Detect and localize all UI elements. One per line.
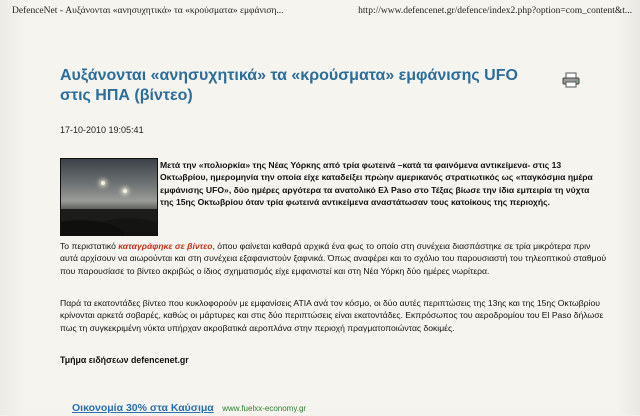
- article-lead: Μετά την «πολιορκία» της Νέας Υόρκης από τρία φωτεινά –κατά τα φαινόμενα αντικείμενα- στις 13 Οκτωβρίου, ημερομηνία την οποία είχε καταδείξει πρώην αμερικανός στρατιωτικός ως «παγκόσμια ημέρα εμφάνισης UFO», δύο ημέρες αργότερα τα ανατολικό Ελ Paso στο Τέξας βίωσε την ίδια εμπειρία τη νύχτα της 15ης Οκτωβρίου όταν τρία φωτεινά αντικείμενα αναστάτωσαν τους κατοίκους της περιοχής.: [160, 160, 593, 208]
- ad-url[interactable]: www.fuelxx-economy.gr: [222, 404, 307, 413]
- print-header-title: DefenceNet - Αυξάνονται «ανησυχητικά» τα «κρούσματα» εμφάνιση...: [12, 6, 284, 16]
- ufo-video-thumbnail: [60, 158, 158, 236]
- article-date: 17-10-2010 19:05:41: [60, 125, 144, 135]
- tree-silhouette: [61, 209, 157, 235]
- printer-icon[interactable]: [562, 72, 580, 88]
- article-signoff: Τμήμα ειδήσεων defencenet.gr: [60, 355, 189, 365]
- paragraph-2: Παρά τα εκατοντάδες βίντεο που κυκλοφορούν με εμφανίσεις ΑΤΙΑ ανά τον κόσμο, οι δύο αυτές περιπτώσεις της 13ης και της 15ης Οκτωβρίου κρίνονται αρκετά σοβαρές, καθώς οι μάρτυρες και στις δύο περιπτώσεις είναι εκατοντάδες. Εκπρόσωπος του αεροδρομίου του El Paso δήλωσε πως τη συγκεκριμένη νύκτα υπήρχαν ακροβατικά αεροπλάνα στην περιοχή πραγματοποιώντας δοκιμές.: [60, 298, 604, 333]
- light-dot: [101, 181, 105, 185]
- ad-title-link[interactable]: Οικονομία 30% στα Καύσιμα: [72, 402, 214, 414]
- paragraph-1-rest: , όπου φαίνεται καθαρά αρχικά ένα φως το οποίο στη συνέχεια διασπάστηκε σε τρία μικρότερα πριν αυτά αρχίσουν να αιωρούνται και στη συνέχεια εξαφανιστούν ξαφνικά. Όπως αναφέρει και το σχόλιο του παρουσιαστή του τηλεοπτικού σταθμού που παρουσίασε το βίντεο ακριβώς ο ίδιος σχηματισμός είχε εμφανιστεί και στη Νέα Υόρκη δύο ημέρες νωρίτερα.: [60, 241, 607, 276]
- light-dot: [123, 189, 127, 193]
- paragraph-1-start: Το περιστατικό: [60, 241, 119, 251]
- print-header-url: http://www.defencenet.gr/defence/index2.php?option=com_content&t...: [358, 6, 632, 16]
- video-link[interactable]: καταγράφηκε σε βίντεο: [118, 241, 213, 251]
- print-header: [12, 6, 632, 20]
- article-title: Αυξάνονται «ανησυχητικά» τα «κρούσματα» εμφάνισης UFO στις ΗΠΑ (βίντεο): [60, 67, 518, 104]
- sponsored-ad[interactable]: [72, 398, 306, 416]
- paragraph-1: [60, 240, 608, 277]
